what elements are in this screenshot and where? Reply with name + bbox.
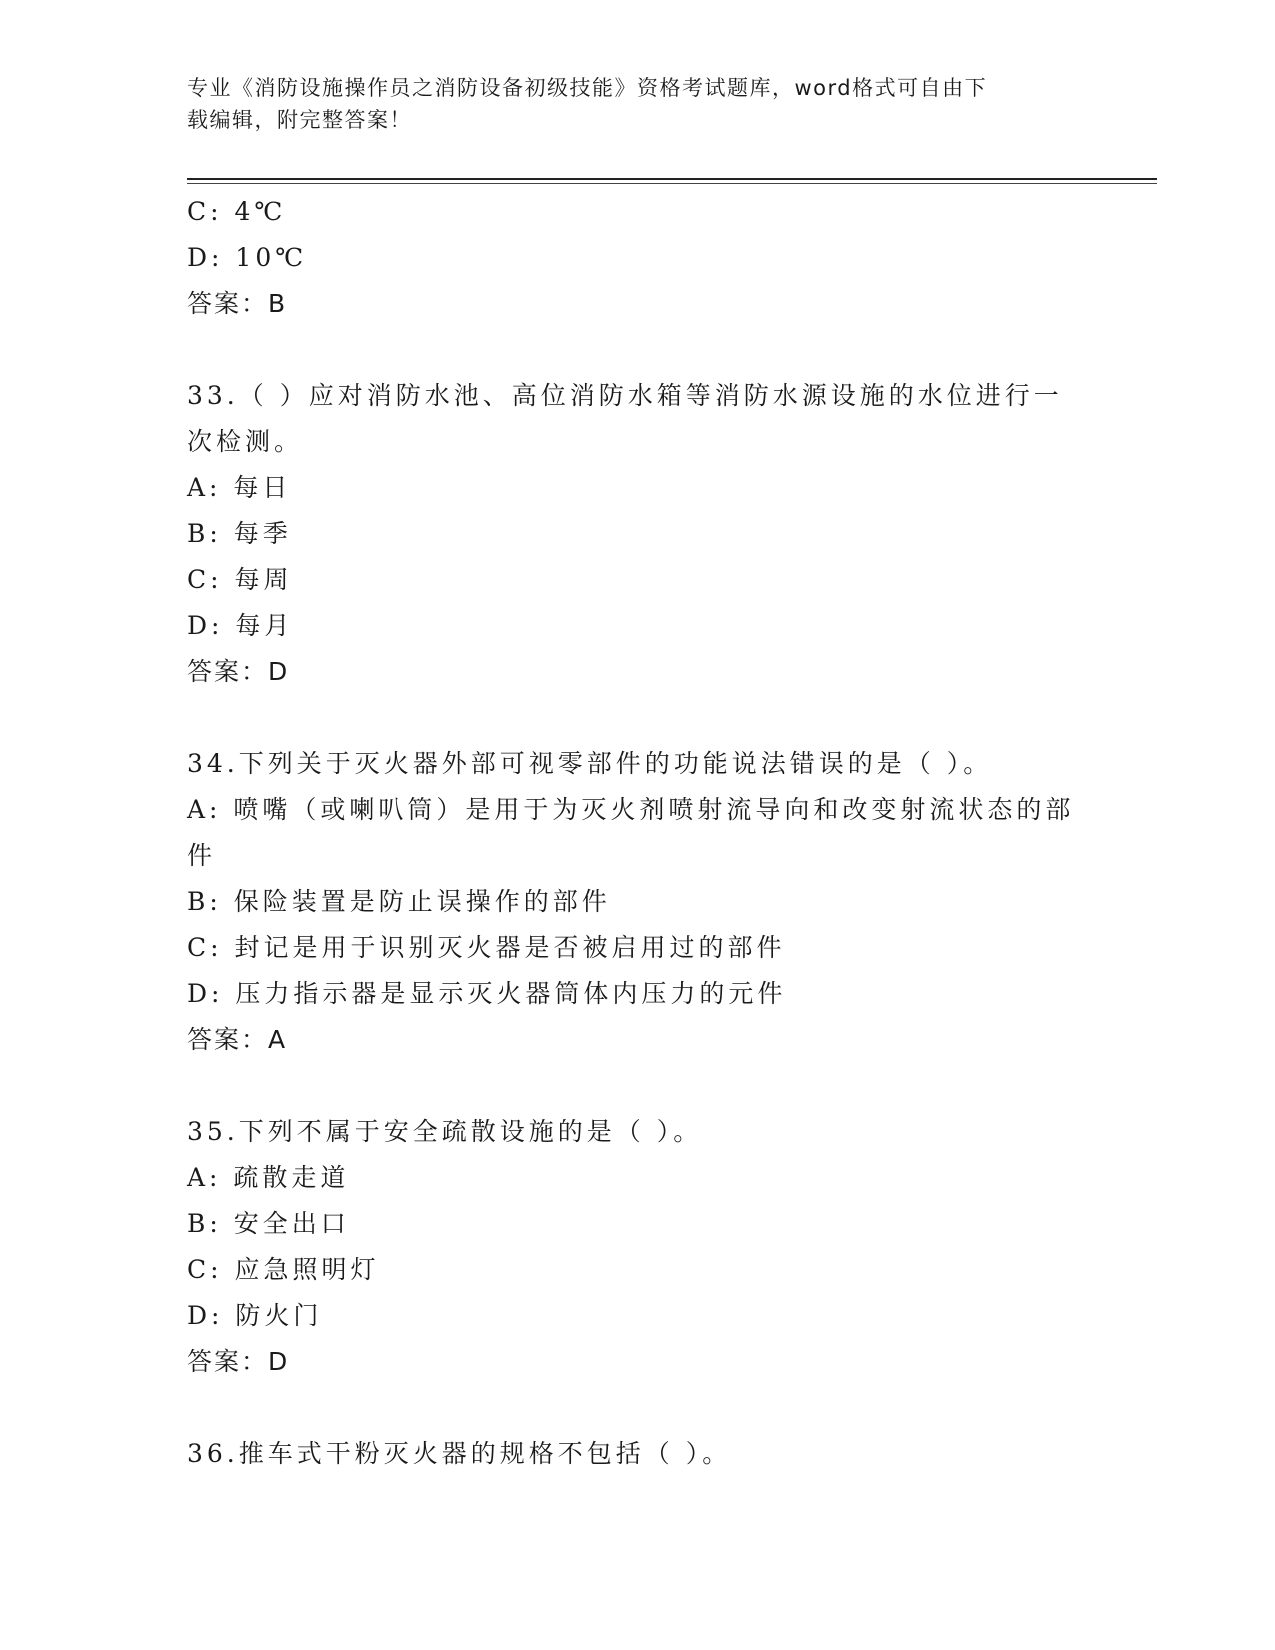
- question-text: 36.推车式干粉灭火器的规格不包括（ ）。: [187, 1439, 732, 1468]
- option-line: A: 每日: [187, 473, 292, 502]
- header-line-1: 专业《消防设施操作员之消防设备初级技能》资格考试题库，word格式可自由下: [187, 76, 988, 100]
- question-block: [187, 189, 1087, 327]
- block-spacer: [187, 1385, 1087, 1431]
- answer-line: 答案：A: [187, 1025, 288, 1054]
- question-list: [187, 189, 1087, 1477]
- option-line: A: 喷嘴（或喇叭筒）是用于为灭火剂喷射流导向和改变射流状态的部: [187, 795, 1075, 824]
- block-spacer: [187, 327, 1087, 373]
- block-spacer: [187, 1063, 1087, 1109]
- option-line: B: 每季: [187, 519, 292, 548]
- question-text: 次检测。: [187, 427, 304, 456]
- answer-line: 答案：D: [187, 657, 290, 686]
- option-line: D: 防火门: [187, 1301, 323, 1330]
- option-line: C: 4℃: [187, 197, 287, 226]
- question-block: [187, 1109, 1087, 1385]
- header-line-2: 载编辑，附完整答案！: [187, 108, 412, 132]
- option-line: C: 应急照明灯: [187, 1255, 380, 1284]
- option-line: B: 保险装置是防止误操作的部件: [187, 887, 611, 916]
- question-block: [187, 741, 1087, 1063]
- option-line: D: 每月: [187, 611, 294, 640]
- answer-line: 答案：D: [187, 1347, 290, 1376]
- option-line: D: 10℃: [187, 243, 308, 272]
- block-spacer: [187, 695, 1087, 741]
- option-line: B: 安全出口: [187, 1209, 350, 1238]
- question-block: [187, 1431, 1087, 1477]
- document-header: [187, 72, 1087, 136]
- option-line: C: 封记是用于识别灭火器是否被启用过的部件: [187, 933, 786, 962]
- question-text: 34.下列关于灭火器外部可视零部件的功能说法错误的是（ ）。: [187, 749, 993, 778]
- question-text: 33.（ ）应对消防水池、高位消防水箱等消防水源设施的水位进行一: [187, 381, 1063, 410]
- header-divider: [187, 178, 1157, 180]
- option-line: D: 压力指示器是显示灭火器筒体内压力的元件: [187, 979, 787, 1008]
- question-block: [187, 373, 1087, 695]
- option-line: C: 每周: [187, 565, 293, 594]
- answer-line: 答案：B: [187, 289, 288, 318]
- option-line: A: 疏散走道: [187, 1163, 350, 1192]
- option-line: 件: [187, 841, 217, 870]
- header-divider-thin: [187, 183, 1157, 184]
- question-text: 35.下列不属于安全疏散设施的是（ ）。: [187, 1117, 703, 1146]
